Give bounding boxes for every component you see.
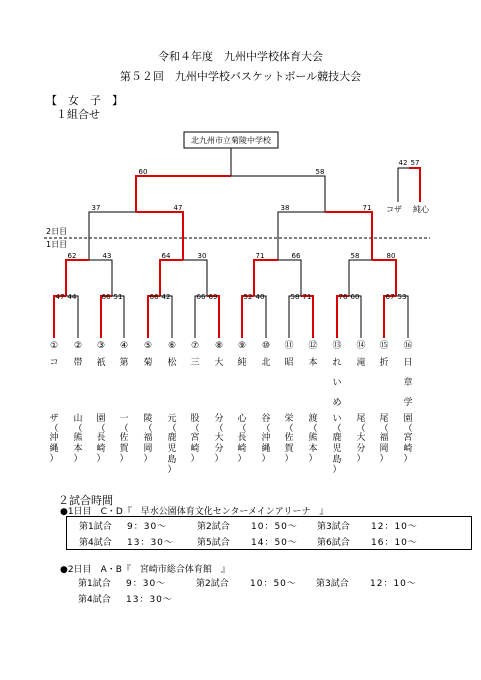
pref-char: （ [237,424,247,434]
pref-char: 園 [96,414,106,424]
team-column [282,340,296,373]
pref-char: ） [332,465,342,475]
pref-char: 長 [96,433,106,443]
pref-char: 谷 [261,414,271,424]
pref-char: ） [73,454,83,464]
r1-score: 52 [243,293,253,301]
schedule-day2-table [66,574,470,606]
team-name-char: 日 [403,358,413,368]
semi-score: 38 [280,204,290,212]
team-number: ⑧ [214,341,224,351]
pref-char: 分 [214,414,224,424]
pref-char: 園 [403,414,413,424]
schedule-time: 14：50～ [251,538,298,548]
pref-char: （ [190,424,200,434]
pref-char: ） [403,454,413,464]
team-column [306,340,320,373]
r1-4 [195,296,219,338]
pref-char: 一 [119,414,129,424]
qf-3 [254,260,301,296]
team-name-char: コ [49,358,59,368]
schedule-day2-heading: ●2日目 A・B『 宮崎市総合体育館 』 [60,565,230,575]
schedule-game: 第1試合 [78,579,111,589]
team-school-pref [47,414,61,463]
team-name-char: 昭 [284,358,294,368]
pref-char: 福 [379,433,389,443]
pref-char: 崎 [190,444,200,454]
pref-char: 縄 [261,444,271,454]
pref-char: （ [308,424,318,434]
pref-char: 山 [73,414,83,424]
host-box-label: 北九州市立菊陵中学校 [191,136,271,145]
pref-char: 渡 [308,414,318,424]
team-number: ⑮ [379,341,389,351]
team-column [165,340,179,373]
team-name-char: 大 [214,358,224,368]
team-name-char: 本 [308,358,318,368]
pref-char: ） [261,454,271,464]
pref-char: 崎 [237,444,247,454]
team-number: ② [73,341,83,351]
team-column [330,340,344,413]
team-column [401,340,415,413]
pref-char: ） [96,454,106,464]
team-name-char: 菊 [143,358,153,368]
pref-char: 本 [73,444,83,454]
final-match [136,176,325,212]
schedule-time: 9：30～ [127,522,168,532]
pref-char: 児 [332,444,342,454]
pref-char: 熊 [73,433,83,443]
pref-char: 分 [214,444,224,454]
pref-char: ） [356,454,366,464]
team-school-pref [117,414,131,463]
schedule-game: 第3試合 [317,522,350,532]
r1-score: 66 [196,293,206,301]
r1-score: 71 [302,293,312,301]
r1-7 [337,296,361,338]
team-school-pref [235,414,249,463]
r1-score: 42 [161,293,171,301]
side-match [398,168,420,202]
pref-char: 大 [356,433,366,443]
pref-char: 股 [190,414,200,424]
pref-char: （ [379,424,389,434]
section-schedule-heading: ２試合時間 [58,494,113,507]
team-column [259,340,273,373]
pref-char: ザ [49,414,59,424]
side-score-right: 57 [410,159,420,167]
side-team-left: コザ [386,205,402,214]
r1-5 [242,296,266,338]
team-name-char: 帯 [73,358,83,368]
schedule-game: 第6試合 [317,538,350,548]
schedule-time: 13：30～ [126,595,173,605]
team-school-pref [94,414,108,463]
team-school-pref [212,414,226,463]
pref-char: 尾 [356,414,366,424]
r1-score: 51 [113,293,123,301]
semi-score: 37 [91,204,101,212]
pref-char: ） [190,454,200,464]
pref-char: （ [214,424,224,434]
team-school-pref [165,414,179,474]
pref-char: 賀 [284,444,294,454]
schedule-game: 第4試合 [79,538,112,548]
r1-score: 67 [385,293,395,301]
r1-score: 66 [149,293,159,301]
r1-score: 69 [208,293,218,301]
tournament-title: 第５２回 九州中学校バスケットボール競技大会 [119,70,362,83]
r1-2 [101,296,124,338]
r1-score: 66 [101,293,111,301]
r1-score: 60 [350,293,360,301]
schedule-game: 第4試合 [78,595,111,605]
pref-char: ） [167,465,177,475]
r1-score: 44 [67,293,77,301]
team-column [212,340,226,373]
team-school-pref [330,414,344,474]
pref-char: 宮 [190,433,200,443]
schedule-game: 第2試合 [196,579,229,589]
schedule-game: 第2試合 [197,522,230,532]
team-name-char: 三 [190,358,200,368]
schedule-day1-heading: ●1日目 C・D『 早水公園体育文化センターメインアリーナ 』 [60,507,329,517]
schedule-day1-table [66,516,472,550]
pref-char: 長 [237,433,247,443]
team-name-char: 純 [237,358,247,368]
qf-1 [66,260,112,296]
team-name-char: 章 [403,378,413,388]
pref-char: 児 [167,444,177,454]
team-number: ③ [96,341,106,351]
schedule-row [67,517,471,533]
qf-score: 62 [67,252,77,260]
r1-score: 47 [55,293,65,301]
team-name-char: 松 [167,358,177,368]
qf-score: 80 [386,252,396,260]
pref-char: 本 [308,444,318,454]
schedule-row [66,574,470,590]
team-column [47,340,61,373]
pref-char: ） [143,454,153,464]
team-column [235,340,249,373]
team-name-char: め [332,398,342,408]
team-number: ⑦ [190,341,200,351]
team-number: ⑯ [403,341,413,351]
team-number: ⑫ [308,341,318,351]
schedule-time: 9：30～ [126,579,167,589]
team-school-pref [141,414,155,463]
pref-char: 心 [237,414,247,424]
pref-char: ） [284,454,294,464]
pref-char: 島 [167,455,177,465]
semi-score: 71 [362,204,372,212]
pref-char: （ [73,424,83,434]
pref-char: 分 [356,444,366,454]
pref-char: 佐 [119,433,129,443]
pref-char: （ [119,424,129,434]
pref-char: 尾 [379,414,389,424]
team-name-char: 第 [119,358,129,368]
schedule-game: 第5試合 [197,538,230,548]
team-number: ⑥ [167,341,177,351]
pref-char: 熊 [308,433,318,443]
team-school-pref [377,414,391,463]
schedule-time: 16：10～ [371,538,418,548]
qf-score: 43 [102,252,112,260]
pref-char: 崎 [96,444,106,454]
schedule-game: 第3試合 [316,579,349,589]
r1-score: 40 [255,293,265,301]
score-labels [56,159,420,301]
pref-char: 縄 [49,444,59,454]
r1-3 [148,296,172,338]
pref-char: い [332,414,342,424]
schedule-row [66,590,470,606]
team-column [71,340,85,373]
qf-score: 66 [291,252,301,260]
team-name-char: れ [332,358,342,368]
team-number: ⑨ [237,341,247,351]
qf-4 [349,260,396,296]
pref-char: ） [119,454,129,464]
pref-char: 元 [167,414,177,424]
pref-char: 陵 [143,414,153,424]
team-school-pref [71,414,85,463]
schedule-time: 13：30～ [127,538,174,548]
qf-score: 71 [255,252,265,260]
pref-char: ） [308,454,318,464]
pref-char: 宮 [403,433,413,443]
pref-char: （ [167,424,177,434]
r1-8 [384,296,408,338]
team-name-char: 北 [261,358,271,368]
r1-1 [54,296,78,338]
schedule-time: 10：50～ [250,579,297,589]
r1-score: 53 [397,293,407,301]
team-number: ⑤ [143,341,153,351]
pref-char: 佐 [284,433,294,443]
day1-label: 1日目 [46,240,68,249]
side-team-right: 純心 [413,205,429,214]
qf-2 [160,260,207,296]
pref-char: ） [237,454,247,464]
team-school-pref [401,414,415,463]
team-number: ⑩ [261,341,271,351]
team-school-pref [354,414,368,463]
pref-char: （ [356,424,366,434]
event-title: 令和４年度 九州中学校体育大会 [158,50,323,63]
r1-score: 58 [290,293,300,301]
pref-char: （ [284,424,294,434]
team-name-char: 滝 [356,358,366,368]
team-number: ④ [119,341,129,351]
pref-char: 沖 [49,433,59,443]
pref-char: （ [143,424,153,434]
team-column [94,340,108,373]
pref-char: 賀 [119,444,129,454]
pref-char: ） [214,454,224,464]
team-column [354,340,368,373]
r1-score: 76 [338,293,348,301]
schedule-game: 第1試合 [79,522,112,532]
team-number: ⑪ [284,341,294,351]
pref-char: 岡 [143,444,153,454]
final-score-left: 60 [138,168,148,176]
r1-6 [289,296,313,338]
pref-char: 栄 [284,414,294,424]
category-label: 【 女 子 】 [46,94,123,107]
pref-char: （ [49,424,59,434]
team-number: ⑬ [332,341,342,351]
pref-char: （ [403,424,413,434]
team-column [377,340,391,373]
pref-char: ） [49,454,59,464]
pref-char: （ [332,424,342,434]
team-column [117,340,131,373]
schedule-time: 12：10～ [370,579,417,589]
section-bracket-heading: １組合せ [56,108,100,121]
schedule-time: 12：10～ [371,522,418,532]
qf-score: 64 [161,252,171,260]
team-school-pref [188,414,202,463]
pref-char: ） [379,454,389,464]
team-school-pref [306,414,320,463]
pref-char: 島 [332,455,342,465]
semi-score: 47 [173,204,183,212]
team-name-char: 祇 [96,358,106,368]
pref-char: （ [96,424,106,434]
pref-char: 大 [214,433,224,443]
day2-label: 2日目 [46,227,68,236]
qf-score: 30 [197,252,207,260]
qf-score: 58 [350,252,360,260]
pref-char: 岡 [379,444,389,454]
pref-char: 鹿 [332,433,342,443]
pref-char: （ [261,424,271,434]
side-score-left: 42 [398,159,408,167]
team-name-char: 学 [403,398,413,408]
team-name-char: 折 [379,358,389,368]
team-number: ① [49,341,59,351]
team-number: ⑭ [356,341,366,351]
pref-char: 鹿 [167,433,177,443]
team-school-pref [282,414,296,463]
schedule-row [67,533,471,549]
final-score-right: 58 [315,168,325,176]
pref-char: 沖 [261,433,271,443]
pref-char: 福 [143,433,153,443]
team-column [141,340,155,373]
schedule-time: 10：50～ [251,522,298,532]
team-name-char: い [332,378,342,388]
team-column [188,340,202,373]
team-school-pref [259,414,273,463]
pref-char: 崎 [403,444,413,454]
